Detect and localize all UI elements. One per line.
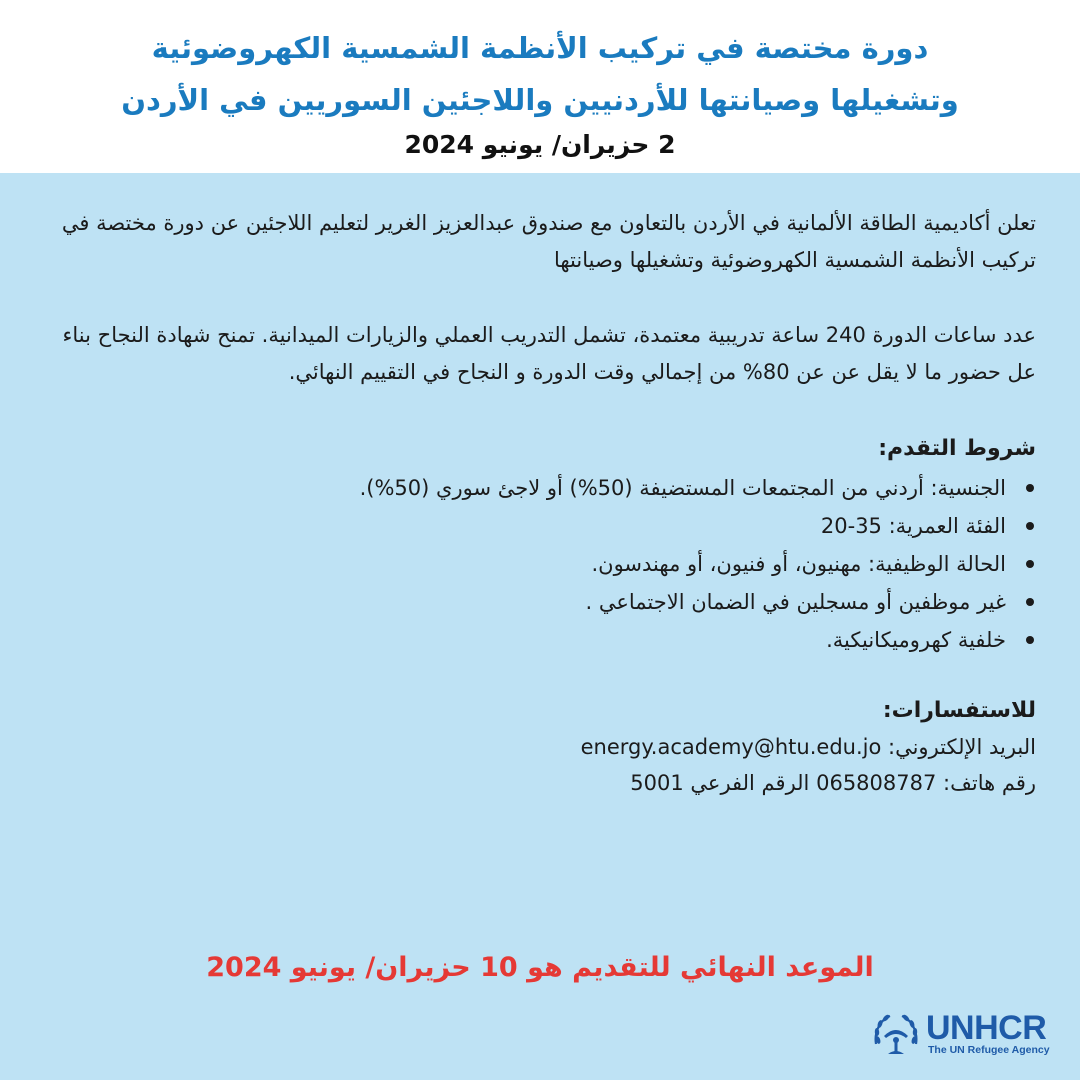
requirement-item: الحالة الوظيفية: مهنيون، أو فنيون، أو مهندسون. bbox=[36, 545, 1036, 583]
intro-paragraph: تعلن أكاديمية الطاقة الألمانية في الأردن بالتعاون مع صندوق عبدالعزيز الغرير لتعليم اللاجئين عن دورة مختصة في تركيب الأنظمة الشمسية الكهروضوئية وتشغيلها وصيانتها bbox=[61, 211, 1036, 272]
unhcr-logo bbox=[870, 1010, 1060, 1060]
deadline-notice: الموعد النهائي للتقديم هو 10 حزيران/ يونيو 2024 bbox=[206, 952, 874, 983]
phone-label: رقم هاتف: bbox=[943, 771, 1036, 795]
contact-heading: للاستفسارات: bbox=[882, 698, 1036, 723]
unhcr-emblem-icon bbox=[870, 1010, 922, 1058]
contact-email-line bbox=[36, 729, 1036, 765]
details-paragraph: عدد ساعات الدورة 240 ساعة تدريبية معتمدة، تشمل التدريب العملي والزيارات الميدانية. تمنح شهادة النجاح بناء عل حضور ما لا يقل عن عن 80% من إجمالي وقت الدورة و النجاح في التقييم النهائي. bbox=[62, 323, 1036, 384]
bullet-icon bbox=[1026, 598, 1034, 606]
title-line-2: وتشغيلها وصيانتها للأردنيين واللاجئين السوريين في الأردن bbox=[121, 83, 959, 117]
contact-phone-line bbox=[36, 765, 1036, 801]
announcement-date: 2 حزيران/ يونيو 2024 bbox=[404, 130, 676, 159]
extension-label: الرقم الفرعي bbox=[690, 771, 810, 795]
requirement-item: الفئة العمرية: 35-20 bbox=[36, 507, 1036, 545]
phone-number[interactable]: 065808787 bbox=[816, 771, 937, 795]
requirements-list bbox=[36, 469, 1036, 659]
content bbox=[36, 205, 1036, 801]
unhcr-tagline: The UN Refugee Agency bbox=[928, 1044, 1050, 1056]
bullet-icon bbox=[1026, 484, 1034, 492]
requirement-item: خلفية كهروميكانيكية. bbox=[36, 621, 1036, 659]
unhcr-wordmark: UNHCR bbox=[926, 1009, 1047, 1047]
bullet-icon bbox=[1026, 636, 1034, 644]
content-panel bbox=[0, 173, 1080, 1080]
bullet-icon bbox=[1026, 560, 1034, 568]
page-title bbox=[0, 0, 1080, 126]
header bbox=[0, 0, 1080, 173]
title-line-1: دورة مختصة في تركيب الأنظمة الشمسية الكهروضوئية bbox=[151, 31, 929, 65]
requirement-item: الجنسية: أردني من المجتمعات المستضيفة (50%) أو لاجئ سوري (50%). bbox=[36, 469, 1036, 507]
requirement-item: غير موظفين أو مسجلين في الضمان الاجتماعي . bbox=[36, 583, 1036, 621]
email-label: البريد الإلكتروني: bbox=[888, 735, 1036, 759]
bullet-icon bbox=[1026, 522, 1034, 530]
extension-number: 5001 bbox=[630, 771, 684, 795]
email-link[interactable]: energy.academy@htu.edu.jo bbox=[580, 735, 882, 759]
requirements-heading: شروط التقدم: bbox=[878, 436, 1036, 461]
